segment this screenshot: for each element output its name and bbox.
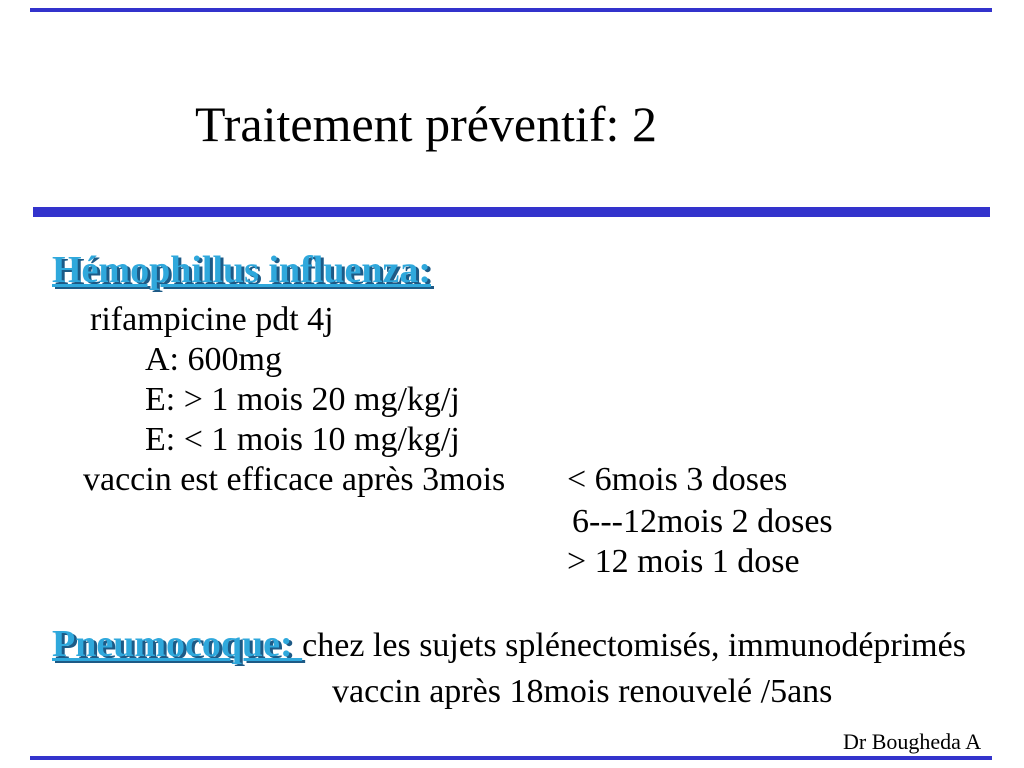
hemophillus-section-heading: Hémophillus influenza: — [52, 249, 431, 291]
child-under-1month-dose-line: E: < 1 mois 10 mg/kg/j — [145, 421, 460, 458]
vaccine-efficacy-line: vaccin est efficace après 3mois — [83, 461, 506, 498]
rifampicine-line: rifampicine pdt 4j — [90, 301, 334, 338]
slide-title: Traitement préventif: 2 — [195, 96, 657, 152]
bottom-border-line — [30, 756, 992, 760]
pneumocoque-section-heading: Pneumocoque: — [52, 623, 303, 665]
dose-schedule-6-12months: 6---12mois 2 doses — [572, 503, 833, 540]
top-border-line — [30, 8, 992, 12]
child-over-1month-dose-line: E: > 1 mois 20 mg/kg/j — [145, 381, 460, 418]
author-credit: Dr Bougheda A — [843, 729, 982, 754]
adult-dose-line: A: 600mg — [145, 341, 282, 378]
title-underline-rule — [33, 207, 990, 217]
pneumocoque-vaccine-renewal-line: vaccin après 18mois renouvelé /5ans — [332, 673, 833, 710]
pneumocoque-line — [52, 622, 966, 668]
dose-schedule-over-12months: > 12 mois 1 dose — [567, 543, 800, 580]
dose-schedule-under-6months: < 6mois 3 doses — [567, 461, 788, 498]
pneumocoque-indication-text: chez les sujets splénectomisés, immunodéprimés — [302, 627, 966, 664]
